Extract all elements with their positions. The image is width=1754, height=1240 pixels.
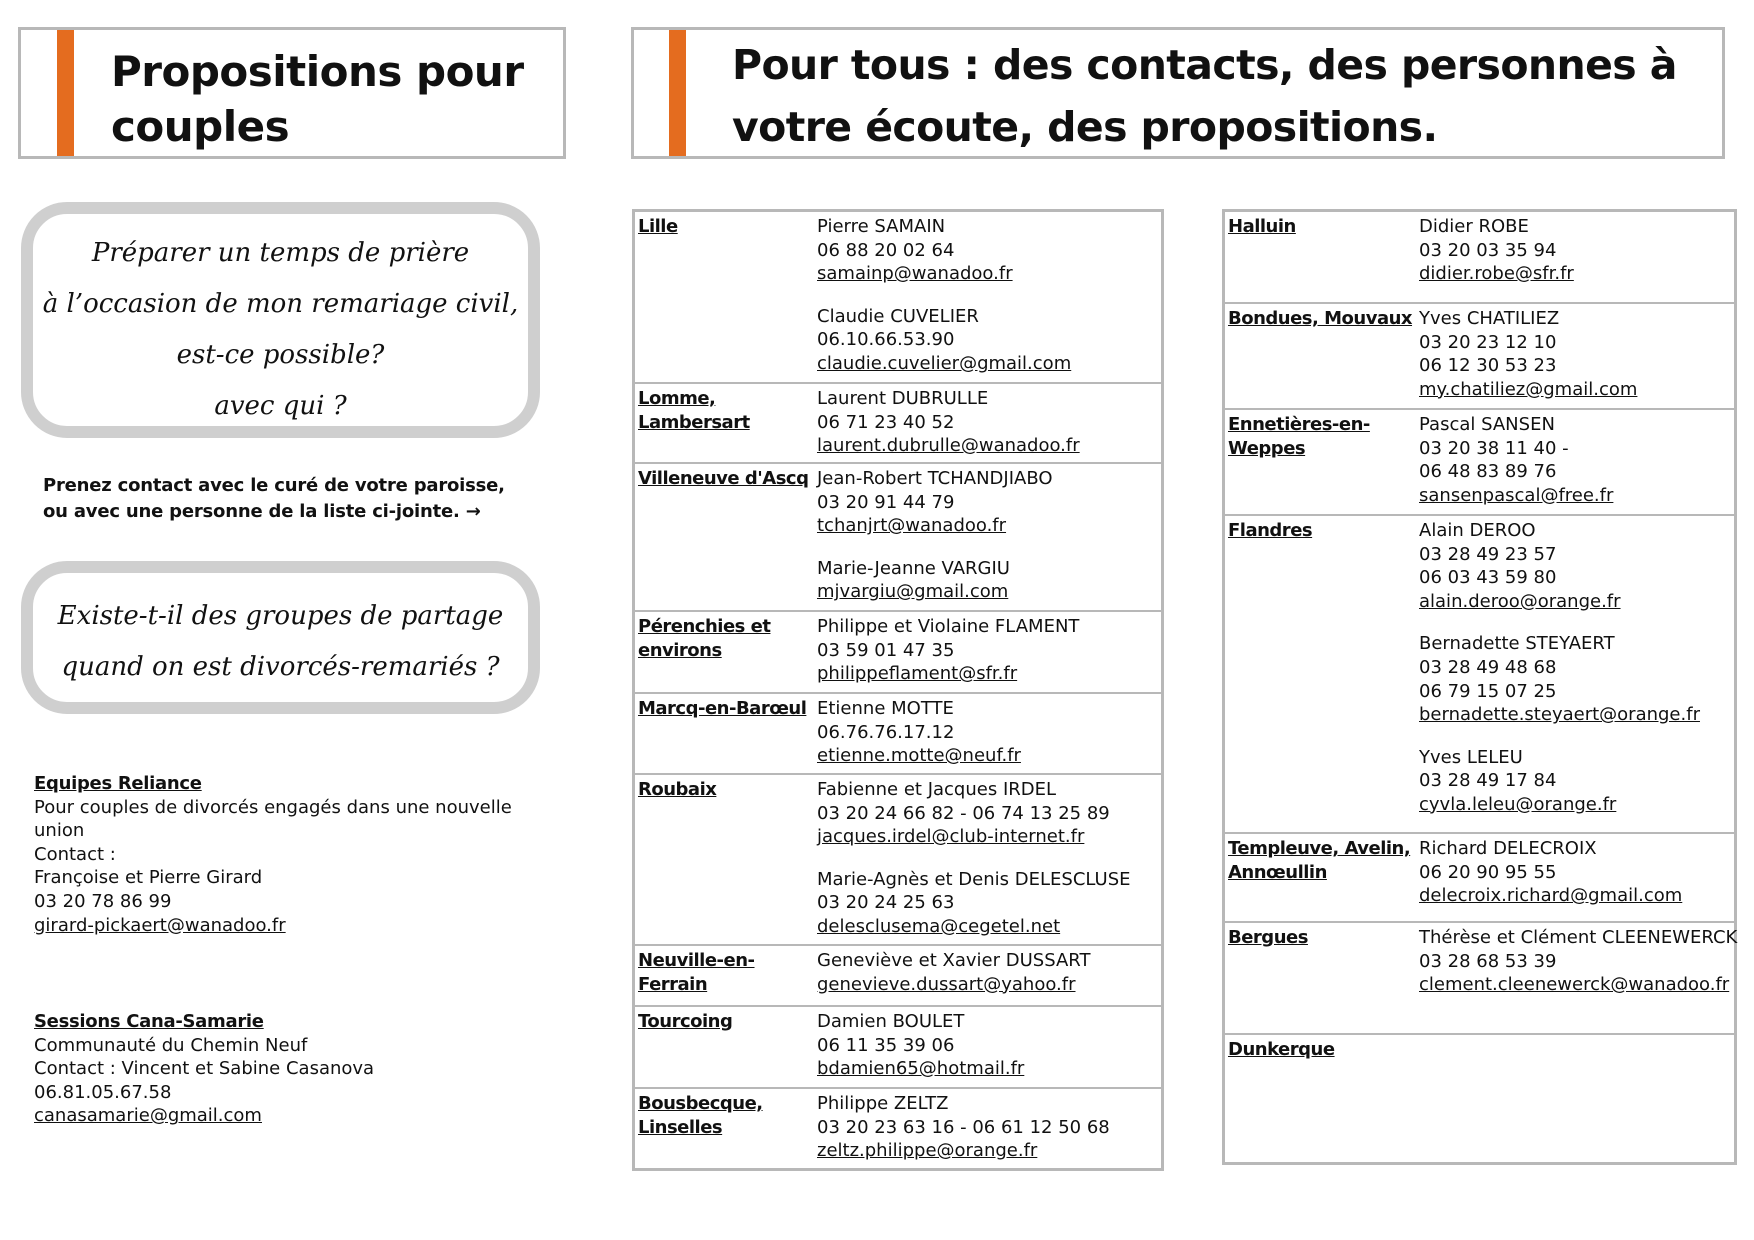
table-row bbox=[1225, 410, 1734, 516]
city-label: Tourcoing bbox=[638, 1011, 733, 1032]
city-label: Neuville-en-Ferrain bbox=[638, 950, 755, 995]
contact-spacer bbox=[817, 286, 1071, 305]
contact-name: Etienne MOTTE bbox=[817, 698, 954, 719]
city-label: Lomme, Lambersart bbox=[638, 388, 750, 433]
table-row bbox=[635, 384, 1161, 464]
contact-phone: 03 20 23 12 10 bbox=[1419, 331, 1557, 353]
contact-phone: 06.10.66.53.90 bbox=[817, 329, 955, 351]
contact-cell bbox=[1419, 837, 1682, 908]
contact-phone: 06.76.76.17.12 bbox=[817, 721, 955, 743]
contact-cell bbox=[817, 697, 1021, 768]
city-label: Lille bbox=[638, 216, 678, 237]
contact-name: Geneviève et Xavier DUSSART bbox=[817, 950, 1091, 971]
contact-phone: 03 59 01 47 35 bbox=[817, 639, 955, 661]
contact-name: Laurent DUBRULLE bbox=[817, 388, 989, 409]
table-row bbox=[635, 1089, 1161, 1169]
contact-name: Didier ROBE bbox=[1419, 216, 1529, 237]
contact-phone: 03 20 91 44 79 bbox=[817, 491, 955, 513]
contact-name: Yves CHATILIEZ bbox=[1419, 308, 1560, 329]
contact-phone: 03 28 49 48 68 bbox=[1419, 656, 1557, 678]
city-label: Ennetières-en-Weppes bbox=[1228, 414, 1370, 459]
city-label: Roubaix bbox=[638, 779, 717, 800]
contact-phone: 03 28 49 17 84 bbox=[1419, 770, 1557, 792]
contact-phone: 03 20 03 35 94 bbox=[1419, 239, 1557, 261]
table-row bbox=[635, 775, 1161, 946]
contact-phone: 06 11 35 39 06 bbox=[817, 1034, 955, 1056]
cana-contact: Contact : Vincent et Sabine Casanova bbox=[34, 1058, 375, 1080]
question-box-prayer bbox=[21, 202, 540, 438]
contact-name: Bernadette STEYAERT bbox=[1419, 633, 1615, 655]
contact-name: Philippe et Violaine FLAMENT bbox=[817, 616, 1080, 637]
contact-phone: 03 28 49 23 57 bbox=[1419, 543, 1557, 565]
right-title-box bbox=[631, 27, 1725, 159]
contact-spacer bbox=[1419, 727, 1700, 746]
table-row bbox=[635, 612, 1161, 694]
section-title: Pour tous : des contacts, des personnes à votre écoute, des propositions. bbox=[732, 41, 1677, 151]
contact-cell bbox=[817, 949, 1090, 996]
contact-phone: 03 20 24 25 63 bbox=[817, 892, 955, 914]
contact-email-link[interactable]: bdamien65@hotmail.fr bbox=[817, 1058, 1025, 1080]
reliance-phone: 03 20 78 86 99 bbox=[34, 890, 172, 912]
table-row bbox=[635, 694, 1161, 775]
contact-cell bbox=[1419, 307, 1637, 401]
table-row bbox=[635, 212, 1161, 384]
contact-phone: 03 20 23 63 16 - 06 61 12 50 68 bbox=[817, 1116, 1110, 1138]
contact-name: Fabienne et Jacques IRDEL bbox=[817, 779, 1057, 800]
city-label: Pérenchies et environs bbox=[638, 616, 771, 661]
contact-email-link[interactable]: clement.cleenewerck@wanadoo.fr bbox=[1419, 974, 1730, 996]
contact-phone: 06 03 43 59 80 bbox=[1419, 567, 1557, 589]
table-row bbox=[635, 1007, 1161, 1089]
cana-info bbox=[34, 1010, 554, 1128]
contact-cell bbox=[1419, 413, 1613, 507]
contact-email-link[interactable]: zeltz.philippe@orange.fr bbox=[817, 1140, 1038, 1162]
contact-phone: 06 20 90 95 55 bbox=[1419, 861, 1557, 883]
table-row bbox=[1225, 212, 1734, 304]
contact-spacer bbox=[817, 538, 1053, 557]
contact-name: Marie-Jeanne VARGIU bbox=[817, 557, 1010, 579]
contact-email-link[interactable]: cyvla.leleu@orange.fr bbox=[1419, 793, 1617, 815]
question-line: avec qui ? bbox=[214, 391, 347, 421]
contact-name: Pascal SANSEN bbox=[1419, 414, 1555, 435]
table-row bbox=[1225, 923, 1738, 1035]
contact-email-link[interactable]: sansenpascal@free.fr bbox=[1419, 484, 1614, 506]
contact-phone: 06 71 23 40 52 bbox=[817, 411, 955, 433]
question-line: Existe-t-il des groupes de partage bbox=[57, 601, 504, 631]
contact-phone: 03 20 38 11 40 - bbox=[1419, 437, 1569, 459]
contact-name: Damien BOULET bbox=[817, 1011, 965, 1032]
contact-name: Thérèse et Clément CLEENEWERCK bbox=[1419, 927, 1738, 948]
table-row bbox=[1225, 516, 1734, 834]
cana-email-link[interactable]: canasamarie@gmail.com bbox=[34, 1105, 262, 1127]
question-line: Préparer un temps de prière bbox=[91, 238, 470, 268]
contact-spacer bbox=[817, 849, 1131, 868]
table-row bbox=[1225, 304, 1734, 410]
reliance-contact-name: Françoise et Pierre Girard bbox=[34, 867, 263, 889]
contact-email-link[interactable]: samainp@wanadoo.fr bbox=[817, 263, 1013, 285]
question-line: est-ce possible? bbox=[176, 340, 385, 370]
contact-note-line: ou avec une personne de la liste ci-jointe. → bbox=[43, 501, 481, 522]
orange-accent-bar bbox=[57, 30, 74, 156]
cana-phone: 06.81.05.67.58 bbox=[34, 1081, 172, 1103]
contact-cell bbox=[817, 467, 1053, 604]
question-line: quand on est divorcés-remariés ? bbox=[61, 652, 500, 682]
orange-accent-bar bbox=[669, 30, 686, 156]
cana-community: Communauté du Chemin Neuf bbox=[34, 1034, 308, 1056]
reliance-info bbox=[34, 772, 554, 937]
table-row bbox=[1225, 1035, 1734, 1162]
contact-email-link[interactable]: delesclusema@cegetel.net bbox=[817, 915, 1061, 937]
city-label: Halluin bbox=[1228, 216, 1296, 237]
contact-cell bbox=[817, 778, 1131, 939]
contact-phone: 03 28 68 53 39 bbox=[1419, 950, 1557, 972]
table-row bbox=[635, 464, 1161, 612]
contact-email-link[interactable]: jacques.irdel@club-internet.fr bbox=[817, 826, 1085, 848]
contact-name: Alain DEROO bbox=[1419, 520, 1536, 541]
city-label: Bergues bbox=[1228, 927, 1308, 948]
contact-cell bbox=[1419, 215, 1574, 286]
contact-email-link[interactable]: etienne.motte@neuf.fr bbox=[817, 745, 1021, 767]
contact-email-link[interactable]: delecroix.richard@gmail.com bbox=[1419, 885, 1683, 907]
contact-cell bbox=[1419, 926, 1737, 997]
contact-table-left bbox=[632, 209, 1164, 1171]
table-row bbox=[635, 946, 1161, 1007]
city-label: Bondues, Mouvaux bbox=[1228, 308, 1413, 329]
contact-email-link[interactable]: bernadette.steyaert@orange.fr bbox=[1419, 704, 1700, 726]
cana-heading: Sessions Cana-Samarie bbox=[34, 1011, 264, 1032]
contact-name: Philippe ZELTZ bbox=[817, 1093, 949, 1114]
contact-table-right bbox=[1222, 209, 1737, 1165]
contact-email-link[interactable]: alain.deroo@orange.fr bbox=[1419, 590, 1621, 612]
contact-phone: 06 12 30 53 23 bbox=[1419, 355, 1557, 377]
contact-cell bbox=[817, 615, 1079, 686]
contact-name: Richard DELECROIX bbox=[1419, 838, 1597, 859]
contact-name: Yves LELEU bbox=[1419, 746, 1523, 768]
contact-email-link[interactable]: mjvargiu@gmail.com bbox=[817, 581, 1009, 603]
contact-note-line: Prenez contact avec le curé de votre paroisse, bbox=[43, 475, 505, 496]
contact-email-link[interactable]: my.chatiliez@gmail.com bbox=[1419, 378, 1638, 400]
contact-note bbox=[43, 473, 563, 525]
city-label: Marcq-en-Barœul bbox=[638, 698, 807, 719]
contact-email-link[interactable]: didier.robe@sfr.fr bbox=[1419, 263, 1574, 285]
contact-cell bbox=[817, 215, 1071, 376]
city-label: Bousbecque, Linselles bbox=[638, 1093, 763, 1138]
contact-cell bbox=[817, 1010, 1024, 1081]
reliance-contact-label: Contact : bbox=[34, 843, 116, 865]
question-line: à l’occasion de mon remariage civil, bbox=[42, 289, 519, 319]
contact-phone: 03 20 24 66 82 - 06 74 13 25 89 bbox=[817, 802, 1110, 824]
contact-email-link[interactable]: philippeflament@sfr.fr bbox=[817, 663, 1018, 685]
reliance-heading: Equipes Reliance bbox=[34, 773, 202, 794]
contact-cell bbox=[817, 1092, 1110, 1163]
contact-phone: 06 79 15 07 25 bbox=[1419, 680, 1557, 702]
contact-cell bbox=[817, 387, 1080, 458]
contact-spacer bbox=[1419, 613, 1700, 632]
table-row bbox=[1225, 834, 1734, 923]
contact-phone: 06 48 83 89 76 bbox=[1419, 461, 1557, 483]
contact-phone: 06 88 20 02 64 bbox=[817, 239, 955, 261]
city-label: Flandres bbox=[1228, 520, 1313, 541]
contact-name: Claudie CUVELIER bbox=[817, 305, 979, 327]
contact-email-link[interactable]: laurent.dubrulle@wanadoo.fr bbox=[817, 435, 1080, 457]
contact-name: Jean-Robert TCHANDJIABO bbox=[817, 468, 1053, 489]
reliance-description: Pour couples de divorcés engagés dans une nouvelle union bbox=[34, 796, 512, 842]
contact-name: Marie-Agnès et Denis DELESCLUSE bbox=[817, 868, 1131, 890]
reliance-email-link[interactable]: girard-pickaert@wanadoo.fr bbox=[34, 914, 286, 936]
page-title: Propositions pour couples bbox=[111, 47, 524, 151]
contact-name: Pierre SAMAIN bbox=[817, 216, 946, 237]
city-label: Templeuve, Avelin, Annœullin bbox=[1228, 838, 1411, 883]
left-title-box bbox=[18, 27, 566, 159]
contact-email-link[interactable]: genevieve.dussart@yahoo.fr bbox=[817, 973, 1076, 995]
question-box-groups bbox=[21, 561, 540, 714]
contact-cell bbox=[1419, 519, 1700, 817]
contact-email-link[interactable]: claudie.cuvelier@gmail.com bbox=[817, 352, 1072, 374]
contact-email-link[interactable]: tchanjrt@wanadoo.fr bbox=[817, 515, 1007, 537]
city-label: Villeneuve d'Ascq bbox=[638, 468, 809, 489]
city-label: Dunkerque bbox=[1228, 1039, 1335, 1060]
